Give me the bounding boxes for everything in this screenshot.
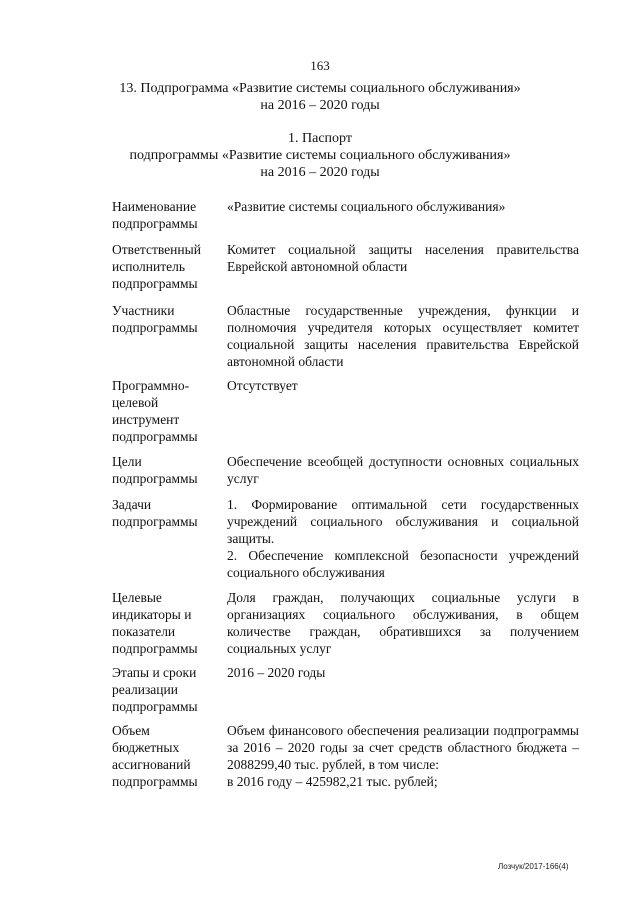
row-value xyxy=(227,496,579,581)
row-value-text: Доля граждан, получающих социальные услуги в организациях социального обслуживания, в общем количестве граждан, обратившихся за получением социальных услуг xyxy=(227,590,579,656)
row-value-text: 2016 – 2020 годы xyxy=(227,665,326,680)
row-label: Наименование подпрограммы xyxy=(112,199,198,231)
row-value xyxy=(227,377,579,394)
row-value-text: Комитет социальной защиты населения правительства Еврейской автономной области xyxy=(227,242,579,274)
row-value-text: 1. Формирование оптимальной сети государственных учреждений социального обслуживания и социальной защиты. xyxy=(227,497,579,546)
subprogram-title-line-2: на 2016 – 2020 годы xyxy=(260,98,380,113)
passport-heading-line-2: подпрограммы «Развитие системы социального обслуживания» xyxy=(129,148,511,163)
passport-heading-line-3: на 2016 – 2020 годы xyxy=(260,165,380,180)
row-label: Цели подпрограммы xyxy=(112,454,198,486)
row-value xyxy=(227,198,579,215)
row-label: Объем бюджетных ассигнований подпрограммы xyxy=(112,723,198,789)
row-label: Программно- целевой инструмент подпрограммы xyxy=(112,378,198,444)
row-label: Целевые индикаторы и показатели подпрограммы xyxy=(112,590,198,656)
row-label: Задачи подпрограммы xyxy=(112,497,198,529)
row-value xyxy=(227,302,579,370)
row-value-text: Областные государственные учреждения, функции и полномочия учредителя которых осуществляет комитет социальной защиты населения правительства Еврейской автономной области xyxy=(227,303,579,369)
row-label: Этапы и сроки реализации подпрограммы xyxy=(112,665,198,714)
passport-heading xyxy=(0,130,640,181)
subprogram-title-line-1: 13. Подпрограмма «Развитие системы социального обслуживания» xyxy=(119,81,521,96)
row-value xyxy=(227,722,579,790)
document-code-footer: Лозчук/2017-166(4) xyxy=(498,862,569,871)
row-label: Ответственный исполнитель подпрограммы xyxy=(112,242,201,291)
row-value-text: Обеспечение всеобщей доступности основных социальных услуг xyxy=(227,454,579,486)
row-value-text: 2. Обеспечение комплексной безопасности учреждений социального обслуживания xyxy=(227,548,579,580)
row-value xyxy=(227,453,579,487)
row-value-text: в 2016 году – 425982,21 тыс. рублей; xyxy=(227,774,438,789)
row-label: Участники подпрограммы xyxy=(112,303,198,335)
passport-heading-line-1: 1. Паспорт xyxy=(288,131,352,146)
page-number: 163 xyxy=(310,58,330,73)
row-value xyxy=(227,664,579,681)
row-value-text: Отсутствует xyxy=(227,378,298,393)
subprogram-title xyxy=(0,80,640,114)
row-value xyxy=(227,589,579,657)
row-value-text: «Развитие системы социального обслуживания» xyxy=(227,199,506,214)
row-value-text: Объем финансового обеспечения реализации подпрограммы за 2016 – 2020 годы за счет средств областного бюджета – 2088299,40 тыс. рублей, в том числе: xyxy=(227,723,579,772)
row-value xyxy=(227,241,579,275)
